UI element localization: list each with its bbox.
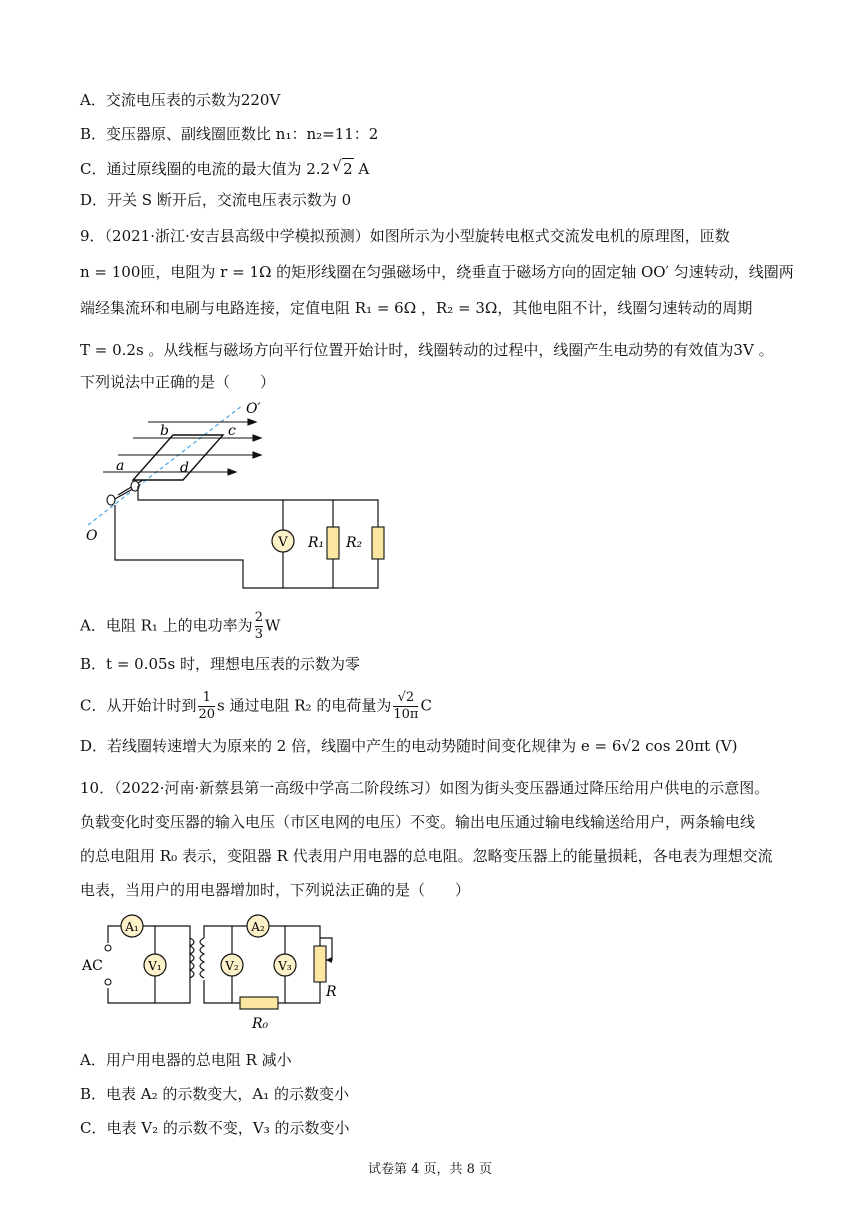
q10-stem-line-2: 负载变化时变压器的输入电压（市区电网的电压）不变。输出电压通过输电线输送给用户，两条输电线 [80,813,756,831]
q9-option-c-charge-fraction [393,690,418,723]
q9-option-c-middle-text: s 通过电阻 R₂ 的电荷量为 [217,696,392,715]
q9-option-b: B．t = 0.05s 时，理想电压表的示数为零 [80,655,361,673]
q8-option-b: B．变压器原、副线圈匝数比 n₁：n₂=11：2 [80,125,379,143]
q8-option-a: A．交流电压表的示数为220V [80,91,281,109]
label-ac: AC [82,958,103,974]
q8-option-c [80,158,790,179]
label-d: d [180,460,189,476]
label-r2: R₂ [346,535,363,551]
coil-frame [133,435,223,480]
q9-stem-line-4: T = 0.2s 。从线框与磁场方向平行位置开始计时，线圈转动的过程中，线圈产生电动势的有效值为3V 。 [80,341,774,359]
q8-option-d: D．开关 S 断开后，交流电压表示数为 0 [80,191,352,209]
q10-stem-line-1: 10．（2022·河南·新蔡县第一高级中学高二阶段练习）如图为街头变压器通过降压给用户供电的示意图。 [80,779,770,797]
resistor-r2 [372,527,384,559]
q9-option-c-text: C．从开始计时到 [80,696,197,715]
label-a1: A₁ [125,920,139,934]
line-resistor-r0 [240,997,278,1009]
q9-stem-line-1: 9．（2021·浙江·安吉县高级中学模拟预测）如图所示为小型旋转电枢式交流发电机的原理图，匝数 [80,227,730,245]
label-v3: V₃ [278,959,292,973]
label-c: c [228,423,236,439]
q9-option-a-fraction [255,610,263,643]
q9-stem-line-5: 下列说法中正确的是（ ） [80,373,276,391]
label-r: R [326,984,337,1000]
label-v2: V₂ [225,959,239,973]
q9-option-a-unit: W [264,616,281,635]
fraction-numerator: √2 [393,690,418,707]
fraction-denominator: 10π [393,707,419,722]
label-r0: R₀ [252,1016,269,1032]
fraction-denominator: 3 [254,627,263,642]
page-footer: 试卷第 4 页，共 8 页 [367,1162,493,1177]
q10-option-b: B．电表 A₂ 的示数变大，A₁ 的示数变小 [80,1085,350,1103]
q8-option-c-text: C．通过原线圈的电流的最大值为 2.2 [80,160,331,178]
secondary-coil [200,938,204,978]
fraction-numerator: 1 [198,690,215,707]
resistor-r1 [327,527,339,559]
q8-option-c-unit: A [353,160,370,178]
q10-stem-line-3: 的总电阻用 R₀ 表示，变阻器 R 代表用户用电器的总电阻。忽略变压器上的能量损耗，各电表为理想交流 [80,847,773,865]
q10-option-a: A．用户用电器的总电阻 R 减小 [80,1051,292,1069]
q10-stem-line-4: 电表，当用户的用电器增加时，下列说法正确的是（ ） [80,881,471,899]
generator-diagram [78,400,398,595]
fraction-numerator: 2 [254,610,263,625]
q9-option-d: D．若线圈转速增大为原来的 2 倍，线圈中产生的电动势随时间变化规律为 e = 6√2 cos 20πt (V) [80,737,738,755]
label-a2: A₂ [251,920,265,934]
label-a: a [116,458,125,474]
label-o-prime: O′ [246,401,261,417]
q8-option-c-root: √ 2 [342,158,354,179]
q9-option-a-text: A．电阻 R₁ 上的电功率为 [80,616,253,635]
q9-option-c-time-fraction [198,690,215,723]
q9-option-c-unit: C [420,696,432,715]
label-r1: R₁ [308,535,325,551]
fraction-denominator: 20 [198,707,216,722]
voltmeter-label: V [278,535,288,550]
q9-option-c [80,690,790,723]
transformer-circuit-diagram [80,908,360,1038]
label-o: O [86,528,98,544]
slip-ring-1 [107,495,115,505]
label-v1: V₁ [148,959,162,973]
primary-coil [190,938,194,978]
label-b: b [160,423,169,439]
variable-resistor-r [314,946,326,982]
q10-option-c: C．电表 V₂ 的示数不变，V₃ 的示数变小 [80,1119,350,1137]
q9-stem-line-2: n = 100匝，电阻为 r = 1Ω 的矩形线圈在匀强磁场中，绕垂直于磁场方向的固定轴 OO′ 匀速转动，线圈两 [80,263,794,281]
q9-stem-line-3: 端经集流环和电刷与电路连接，定值电阻 R₁ = 6Ω ，R₂ = 3Ω，其他电阻不计，线圈匀速转动的周期 [80,299,753,317]
q9-option-a [80,610,790,643]
